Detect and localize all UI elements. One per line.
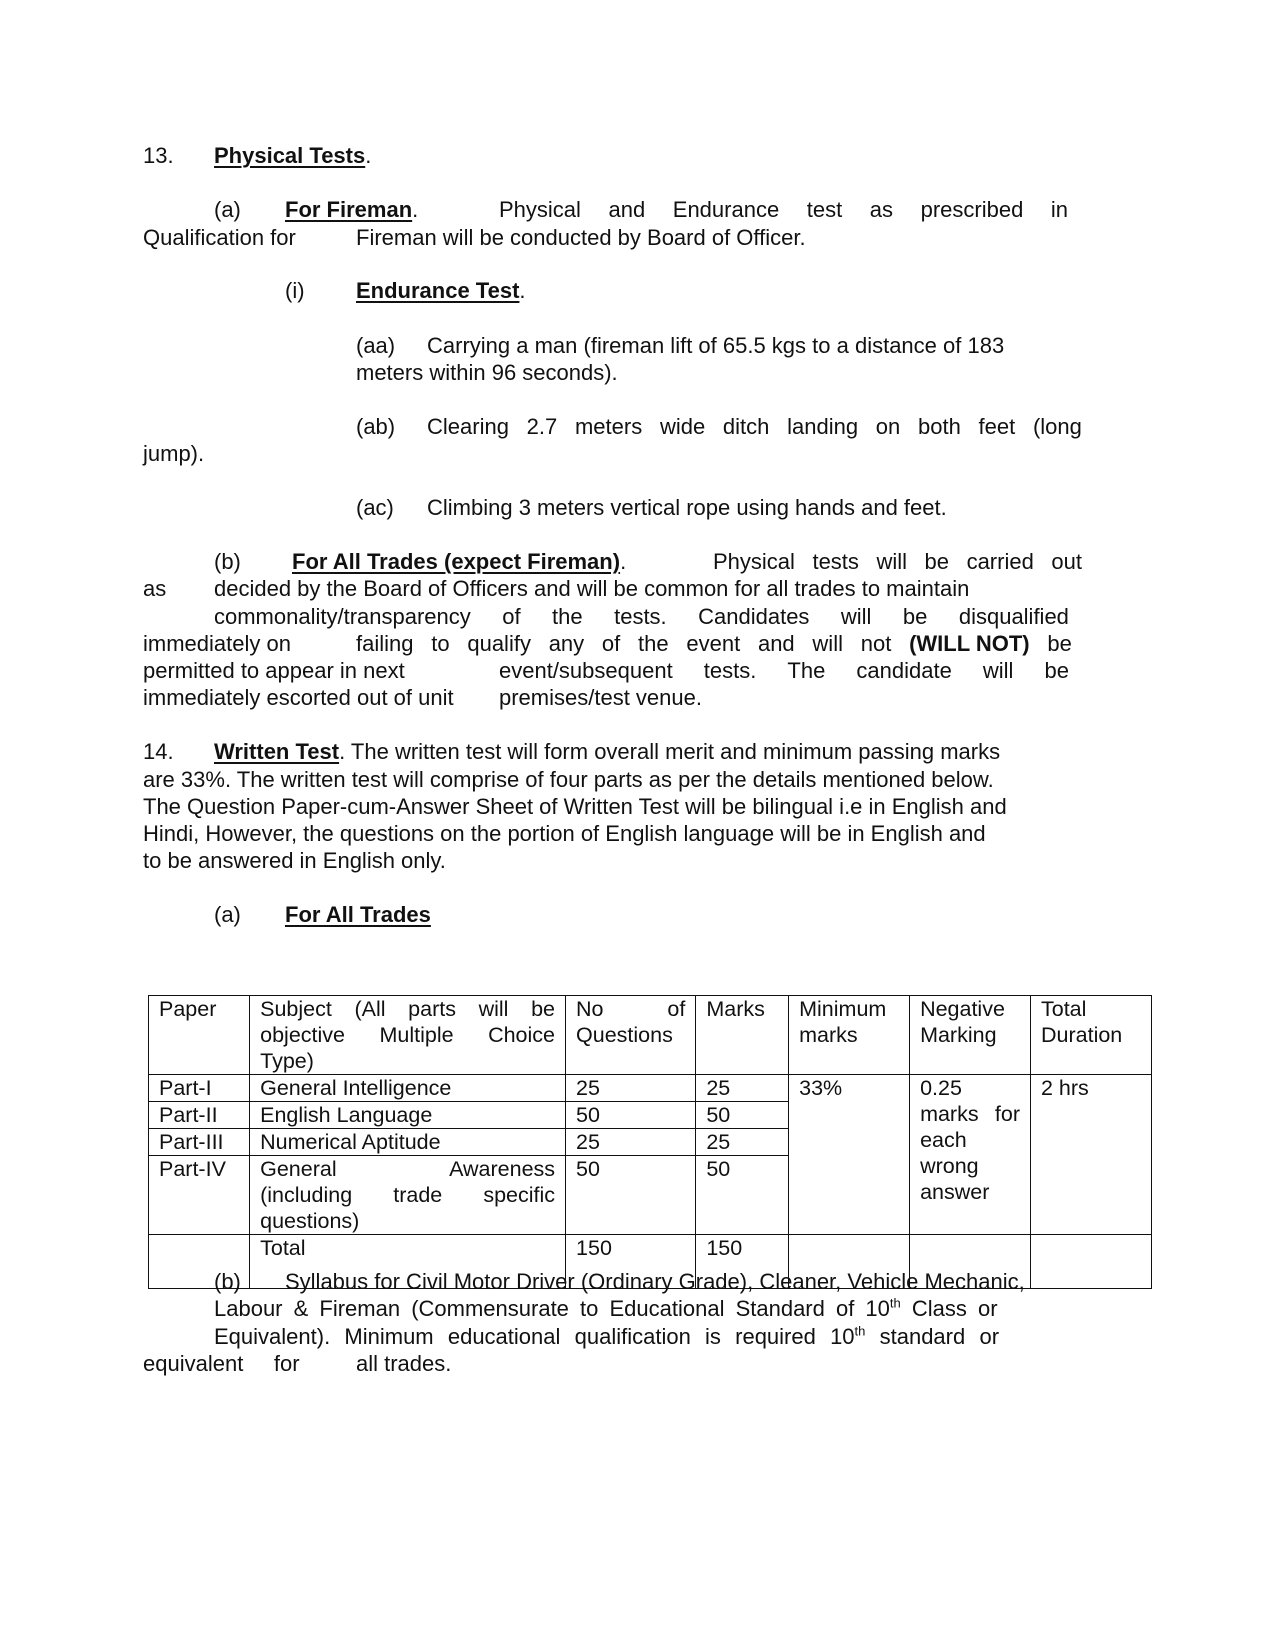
item-aa-line2: meters within 96 seconds).	[356, 360, 618, 385]
table-total-row: Total 150 150	[149, 1235, 1152, 1289]
para-14b-line3: Equivalent). Minimum educational qualification is required 10th standard or	[214, 1323, 1000, 1349]
para-13b-line6: premises/test venue.	[499, 685, 702, 710]
table-row: Part-I General Intelligence 25 25 33% 0.25 marks for each wrong answer 2 hrs	[149, 1075, 1152, 1102]
para-13b-line4: failing to qualify any of the event and will not (WILL NOT) be	[356, 631, 1072, 656]
table-row: Part-II English Language 50 50	[149, 1102, 1152, 1129]
item-ac-text: Climbing 3 meters vertical rope using hands and feet.	[427, 495, 947, 520]
section-title: Physical Tests	[214, 143, 366, 168]
total-duration-cell: 2 hrs	[1031, 1075, 1152, 1235]
item-aa-label: (aa)	[356, 333, 396, 358]
para-13a-line1: Physical and Endurance test as prescribed in	[499, 197, 1068, 222]
header-duration: Total Duration	[1031, 996, 1152, 1075]
section-number: 13.	[143, 143, 174, 168]
minimum-marks-cell: 33%	[789, 1075, 910, 1235]
section-14-line5: to be answered in English only.	[143, 848, 446, 873]
para-13a-label: (a)	[214, 197, 241, 222]
para-14b-line4-prefix: equivalent for	[143, 1351, 300, 1376]
para-14b-label: (b)	[214, 1269, 241, 1294]
header-marks: Marks	[696, 996, 789, 1075]
sub-i-label: (i)	[285, 278, 305, 303]
para-13b-line2: decided by the Board of Officers and will be common for all trades to maintain	[214, 576, 970, 601]
section-14-line1: Written Test. The written test will form overall merit and minimum passing marks	[214, 739, 1001, 764]
para-14b-line4: all trades.	[356, 1351, 452, 1376]
negative-marking-cell: 0.25 marks for each wrong answer	[910, 1075, 1031, 1235]
table-row: Part-III Numerical Aptitude 25 25	[149, 1129, 1152, 1156]
sub-i-title: Endurance Test.	[356, 278, 526, 303]
para-13a-line2: Fireman will be conducted by Board of Officer.	[356, 225, 806, 250]
para-13a-title: For Fireman.	[285, 197, 419, 222]
item-ab-line1: Clearing 2.7 meters wide ditch landing on both feet (long	[427, 414, 1082, 439]
item-aa-line1: Carrying a man (fireman lift of 65.5 kgs to a distance of 183	[427, 333, 1005, 358]
section-14-number: 14.	[143, 739, 174, 764]
para-13b-title: For All Trades (expect Fireman).	[292, 549, 627, 574]
item-ab-line2: jump).	[143, 441, 205, 466]
para-13a-line2-prefix: Qualification for	[143, 225, 296, 250]
para-13b-line4-prefix: immediately on	[143, 631, 291, 656]
will-not-emphasis: (WILL NOT)	[909, 631, 1030, 656]
section-14-line3: The Question Paper-cum-Answer Sheet of Written Test will be bilingual i.e in English and	[143, 794, 1007, 819]
header-paper: Paper	[149, 996, 250, 1075]
para-13b-line5: event/subsequent tests. The candidate will be	[499, 658, 1069, 683]
section-14-line4: Hindi, However, the questions on the portion of English language will be in English and	[143, 821, 986, 846]
para-14b-line1: Syllabus for Civil Motor Driver (Ordinary Grade), Cleaner, Vehicle Mechanic,	[285, 1269, 1025, 1294]
section-title: Written Test	[214, 739, 340, 764]
table-header-row	[149, 996, 1152, 1075]
para-13b-line5-prefix: permitted to appear in next	[143, 658, 405, 683]
table-row: Part-IV General Awareness (including trade specific questions) 50 50	[149, 1156, 1152, 1235]
section-14-line2: are 33%. The written test will comprise of four parts as per the details mentioned below.	[143, 767, 994, 792]
para-13b-line1: Physical tests will be carried out	[713, 549, 1082, 574]
para-14a-title: For All Trades	[285, 902, 431, 927]
para-13b-line6-prefix: immediately escorted out of unit	[143, 685, 454, 710]
item-ab-label: (ab)	[356, 414, 396, 439]
header-subject: Subject (All parts will be objective Multiple Choice Type)	[250, 996, 566, 1075]
para-13b-line2-prefix: as	[143, 576, 167, 601]
header-negative: Negative Marking	[910, 996, 1031, 1075]
para-13b-line3: commonality/transparency of the tests. Candidates will be disqualified	[214, 604, 1069, 629]
para-14a-label: (a)	[214, 902, 241, 927]
header-questions: No of Questions	[566, 996, 696, 1075]
item-ac-label: (ac)	[356, 495, 394, 520]
header-minimum: Minimum marks	[789, 996, 910, 1075]
written-test-table	[148, 995, 1152, 1289]
para-13b-label: (b)	[214, 549, 241, 574]
section-13-heading: 13. Physical Tests.	[143, 143, 372, 168]
para-14b-line2: Labour & Fireman (Commensurate to Educational Standard of 10th Class or	[214, 1295, 998, 1321]
